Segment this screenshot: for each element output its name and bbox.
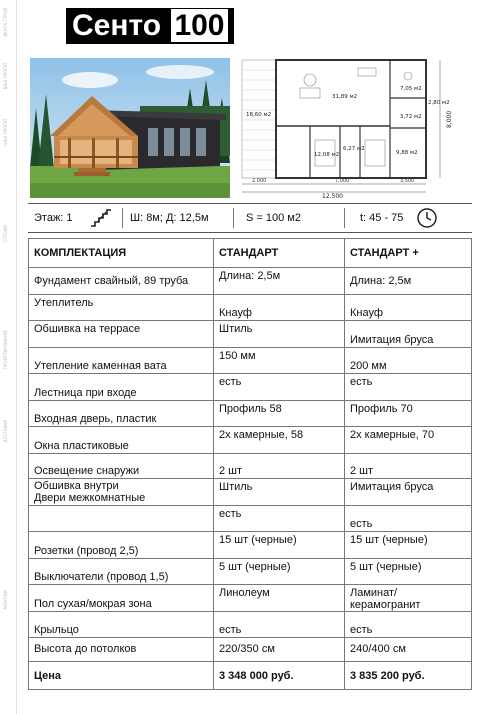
title-word: Сенто (72, 9, 162, 42)
dimension-label: 3,500 (400, 178, 415, 184)
side-label: ВЕНТА СТРОЙ (3, 8, 8, 37)
side-label: ВАШ ПРОЕКТ (3, 62, 8, 90)
standard-price: 3 348 000 руб. (214, 662, 345, 690)
standard-plus-cell: есть (345, 505, 472, 532)
feature-cell-empty (29, 505, 214, 532)
feature-cell: Высота до потолков (29, 637, 214, 662)
dimension-label: 7,000 (335, 178, 350, 184)
standard-plus-cell: Кнауф (345, 294, 472, 321)
standard-plus-price: 3 835 200 руб. (345, 662, 472, 690)
feature-line: Двери межкомнатные (34, 491, 146, 504)
table-row (29, 532, 472, 559)
standard-plus-cell: 240/400 см (345, 637, 472, 662)
standard-plus-cell: Имитация бруса (345, 479, 472, 506)
price-label: Цена (29, 662, 214, 690)
header-cell: КОМПЛЕКТАЦИЯ (29, 239, 214, 268)
standard-cell: Кнауф (214, 294, 345, 321)
divider (233, 208, 234, 228)
table-row (29, 321, 472, 348)
standard-cell: 220/350 см (214, 637, 345, 662)
table-header-row (29, 239, 472, 268)
standard-cell: есть (214, 374, 345, 401)
feature-cell: Лестница при входе (29, 374, 214, 401)
title-number: 100 (171, 9, 227, 42)
stairs-icon (90, 209, 112, 227)
standard-cell: Профиль 58 (214, 400, 345, 427)
header-cell: СТАНДАРТ + (345, 239, 472, 268)
side-label: НАШ ПРОЕКТ (3, 118, 8, 146)
standard-cell: Линолеум (214, 585, 345, 612)
side-label: ПРОЕКТИРОВАНИЕ (3, 330, 8, 369)
table-row (29, 637, 472, 662)
plan-height: 8,000 (446, 110, 453, 128)
standard-cell: Длина: 2,5м (214, 268, 345, 295)
table-row (29, 268, 472, 295)
feature-cell: Освещение снаружи (29, 453, 214, 479)
feature-cell: Входная дверь, пластик (29, 400, 214, 427)
standard-cell: 2х камерные, 58 (214, 427, 345, 454)
standard-plus-cell: Ламинат/керамогранит (345, 585, 472, 612)
table-row (29, 453, 472, 479)
table-row (29, 505, 472, 532)
house-area: S = 100 м2 (246, 212, 301, 224)
standard-plus-cell: Имитация бруса (345, 321, 472, 348)
feature-cell: Фундамент свайный, 89 труба (29, 268, 214, 295)
side-navigation-strip (0, 0, 17, 714)
feature-cell: Пол сухая/мокрая зона (29, 585, 214, 612)
table-row (29, 427, 472, 454)
header-cell: СТАНДАРТ (214, 239, 345, 268)
feature-cell: Окна пластиковые (29, 427, 214, 454)
standard-cell: 150 мм (214, 347, 345, 374)
standard-plus-cell: 15 шт (черные) (345, 532, 472, 559)
build-term: t: 45 - 75 (360, 212, 404, 224)
standard-plus-cell: 200 мм (345, 347, 472, 374)
table-row (29, 558, 472, 585)
floors-count: Этаж: 1 (34, 212, 73, 224)
feature-cell: Утепление каменная вата (29, 347, 214, 374)
standard-cell: Штиль (214, 321, 345, 348)
table-row (29, 612, 472, 638)
room-area: 6,27 м2 (343, 146, 365, 152)
feature-cell: Утеплитель (29, 294, 214, 321)
feature-line: Обшивка внутри (34, 479, 119, 492)
side-label: МОНТАЖ (3, 590, 8, 610)
standard-cell: Штиль (214, 479, 345, 506)
standard-plus-cell: есть (345, 374, 472, 401)
divider (344, 208, 345, 228)
room-area: 9,88 м2 (396, 150, 418, 156)
table-row (29, 347, 472, 374)
table-row (29, 374, 472, 401)
standard-cell: 5 шт (черные) (214, 558, 345, 585)
feature-cell: Крыльцо (29, 612, 214, 638)
house-info-strip (28, 203, 472, 233)
page-title (66, 8, 234, 44)
standard-plus-cell: 2х камерные, 70 (345, 427, 472, 454)
side-label: ДОСТАВКА (3, 420, 8, 443)
floor-plan (240, 58, 472, 198)
standard-plus-cell: 5 шт (черные) (345, 558, 472, 585)
spec-table (28, 238, 472, 690)
price-row (29, 662, 472, 690)
table-row (29, 294, 472, 321)
plan-width: 12,500 (322, 193, 343, 198)
table-row (29, 400, 472, 427)
room-area: 31,89 м2 (332, 94, 358, 100)
house-dimensions: Ш: 8м; Д: 12,5м (130, 212, 209, 224)
standard-plus-cell: Профиль 70 (345, 400, 472, 427)
standard-cell: есть (214, 612, 345, 638)
table-row (29, 585, 472, 612)
floor-plan-drawing (240, 58, 472, 198)
room-area: 12,08 м2 (314, 152, 340, 158)
feature-cell: Розетки (провод 2,5) (29, 532, 214, 559)
standard-cell: есть (214, 505, 345, 532)
room-area: 3,72 м2 (400, 114, 422, 120)
standard-cell: 15 шт (черные) (214, 532, 345, 559)
room-area: 7,05 м2 (400, 86, 422, 92)
feature-cell: Выключатели (провод 1,5) (29, 558, 214, 585)
room-area: 2,80 м2 (428, 100, 450, 106)
standard-cell: 2 шт (214, 453, 345, 479)
house-illustration (30, 58, 230, 198)
divider (122, 208, 123, 228)
table-row (29, 479, 472, 506)
standard-plus-cell: есть (345, 612, 472, 638)
dimension-label: 2,000 (252, 178, 267, 184)
side-label: СТРОИМ (3, 225, 8, 243)
standard-plus-cell: 2 шт (345, 453, 472, 479)
clock-icon (416, 207, 438, 229)
feature-cell: Обшивка на террасе (29, 321, 214, 348)
feature-cell (29, 479, 214, 506)
room-area: 18,60 м2 (246, 112, 272, 118)
house-photo (30, 58, 230, 198)
standard-plus-cell: Длина: 2,5м (345, 268, 472, 295)
